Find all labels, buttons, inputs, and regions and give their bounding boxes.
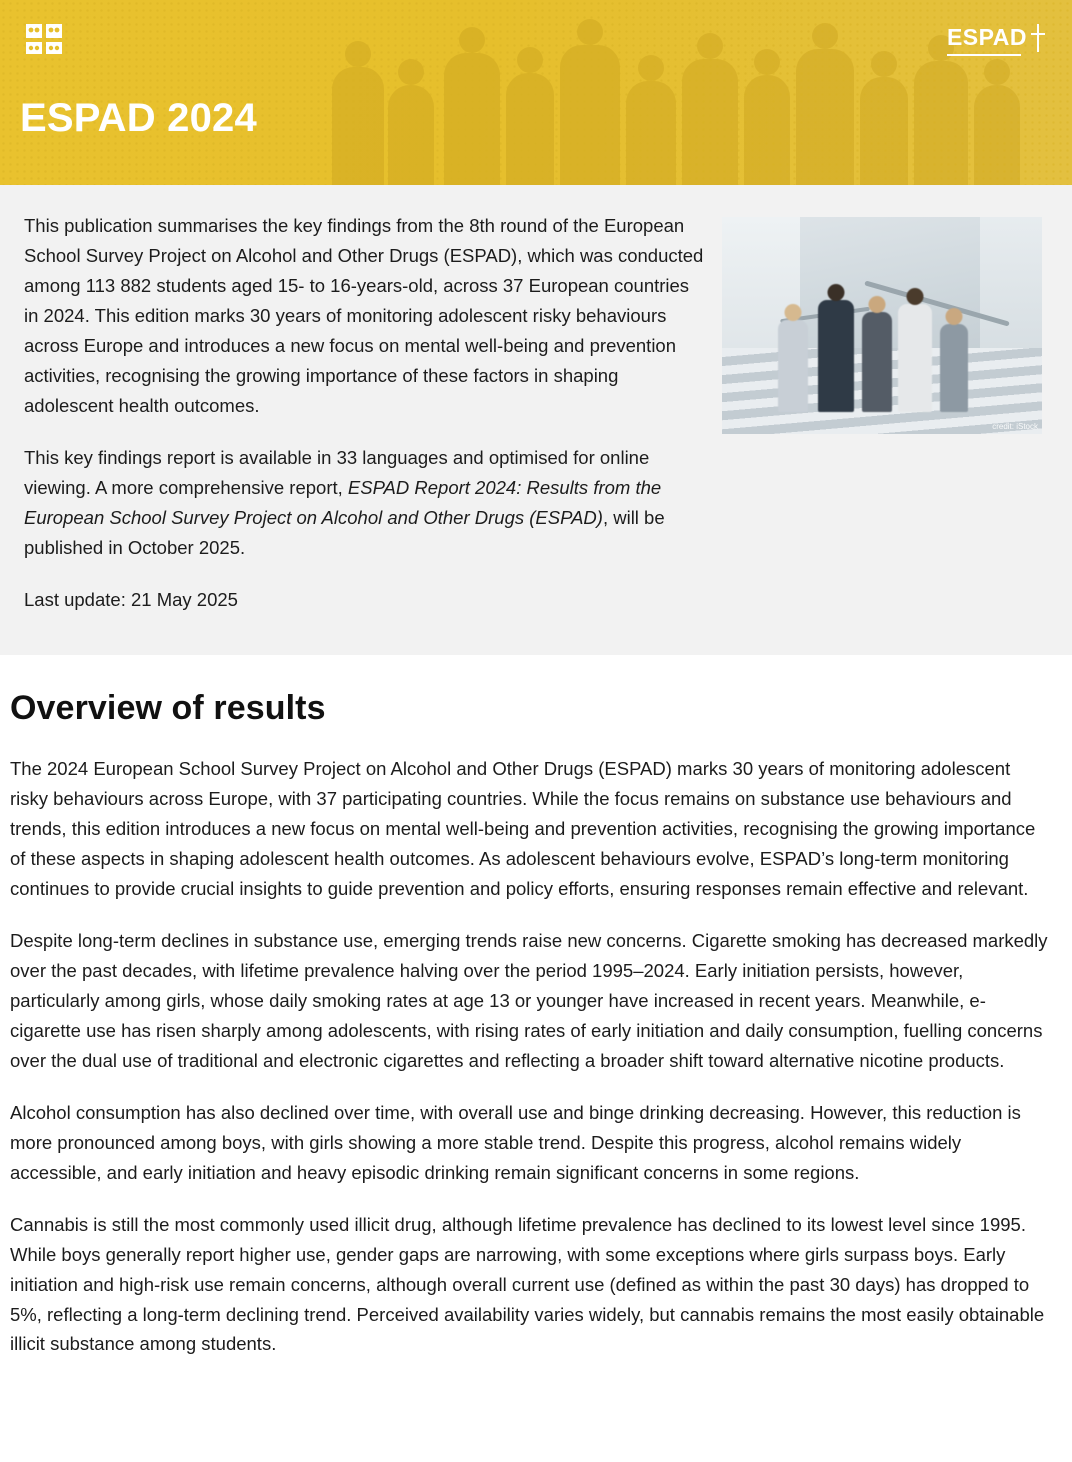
overview-paragraph-1: The 2024 European School Survey Project on Alcohol and Other Drugs (ESPAD) marks 30 years of monitoring adolescent risky behaviours across Europe, with 37 participating countries. While the focus remains on substance use behaviours and trends, this edition introduces a new focus on mental well-being and prevention activities, recognising the growing importance of these aspects in shaping adolescent health outcomes. As adolescent behaviours evolve, ESPAD’s long-term monitoring continues to provide crucial insights to guide prevention and policy efforts, ensuring responses remain effective and relevant. (10, 758, 1036, 899)
overview-paragraph-3: Alcohol consumption has also declined over time, with overall use and binge drinking decreasing. However, this reduction is more pronounced among boys, with girls showing a more stable trend. Despite this progress, alcohol remains widely accessible, and early initiation and heavy episodic drinking remain significant concerns in some regions. (10, 1101, 1021, 1183)
espad-mask-logo-icon (24, 22, 68, 56)
halftone-texture (0, 0, 1072, 185)
cross-icon (1030, 24, 1046, 50)
overview-paragraph-4: Cannabis is still the most commonly used illicit drug, although lifetime prevalence has declined to its lowest level since 1995. While boys generally report higher use, gender gaps are narrowing, with some exceptions where girls surpass boys. Early initiation and high-risk use remain concerns, although overall current use (defined as within the past 30 days) has dropped to 5%, reflecting a long-term declining trend. Perceived availability varies widely, but cannabis remains the most easily obtainable illicit substance among students. (10, 1213, 1045, 1355)
summary-panel (0, 185, 1072, 655)
summary-paragraph-2-lead: This key findings report is available in 33 languages and optimised for online viewing. A more comprehensive report, (24, 446, 650, 498)
section-title-overview: Overview of results (10, 689, 326, 727)
report-title-italic: ESPAD Report 2024: Results from the European School Survey Project on Alcohol and Other Drugs (ESPAD) (24, 476, 662, 528)
espad-wordmark-text: ESPAD (946, 24, 1027, 50)
hero-banner (0, 0, 1072, 185)
overview-paragraph-2: Despite long-term declines in substance use, emerging trends raise new concerns. Cigarette smoking has decreased markedly over the past decades, with lifetime prevalence halving over the period 1995–2024. Early initiation persists, however, particularly among girls, whose daily smoking rates at age 13 or younger have increased in recent years. Meanwhile, e-cigarette use has risen sharply among adolescents, with rising rates of early initiation and daily consumption, fuelling concerns over the dual use of traditional and electronic cigarettes and reflecting a broader shift toward alternative nicotine products. (10, 929, 1048, 1071)
summary-paragraph-1: This publication summarises the key findings from the 8th round of the European School Survey Project on Alcohol and Other Drugs (ESPAD), which was conducted among 113 882 students aged 15- to 16-years-old, across 37 European countries in 2024. This edition marks 30 years of monitoring adolescent risky behaviours across Europe and introduces a new focus on mental well-being and prevention activities, recognising the growing importance of these factors in shaping adolescent health outcomes. (24, 215, 704, 416)
summary-photo-wrapper (722, 217, 1042, 434)
page-title: ESPAD 2024 (20, 96, 257, 140)
summary-paragraph-2 (24, 443, 704, 563)
summary-paragraph-2-tail: , will be published in October 2025. (24, 506, 665, 558)
summary-text-block (24, 211, 704, 615)
main-content (0, 655, 1072, 1421)
espad-wordmark (947, 24, 1046, 51)
students-on-stairs-photo (722, 217, 1042, 434)
photo-credit: credit: iStock (992, 422, 1038, 431)
last-update-text: Last update: 21 May 2025 (24, 588, 238, 610)
